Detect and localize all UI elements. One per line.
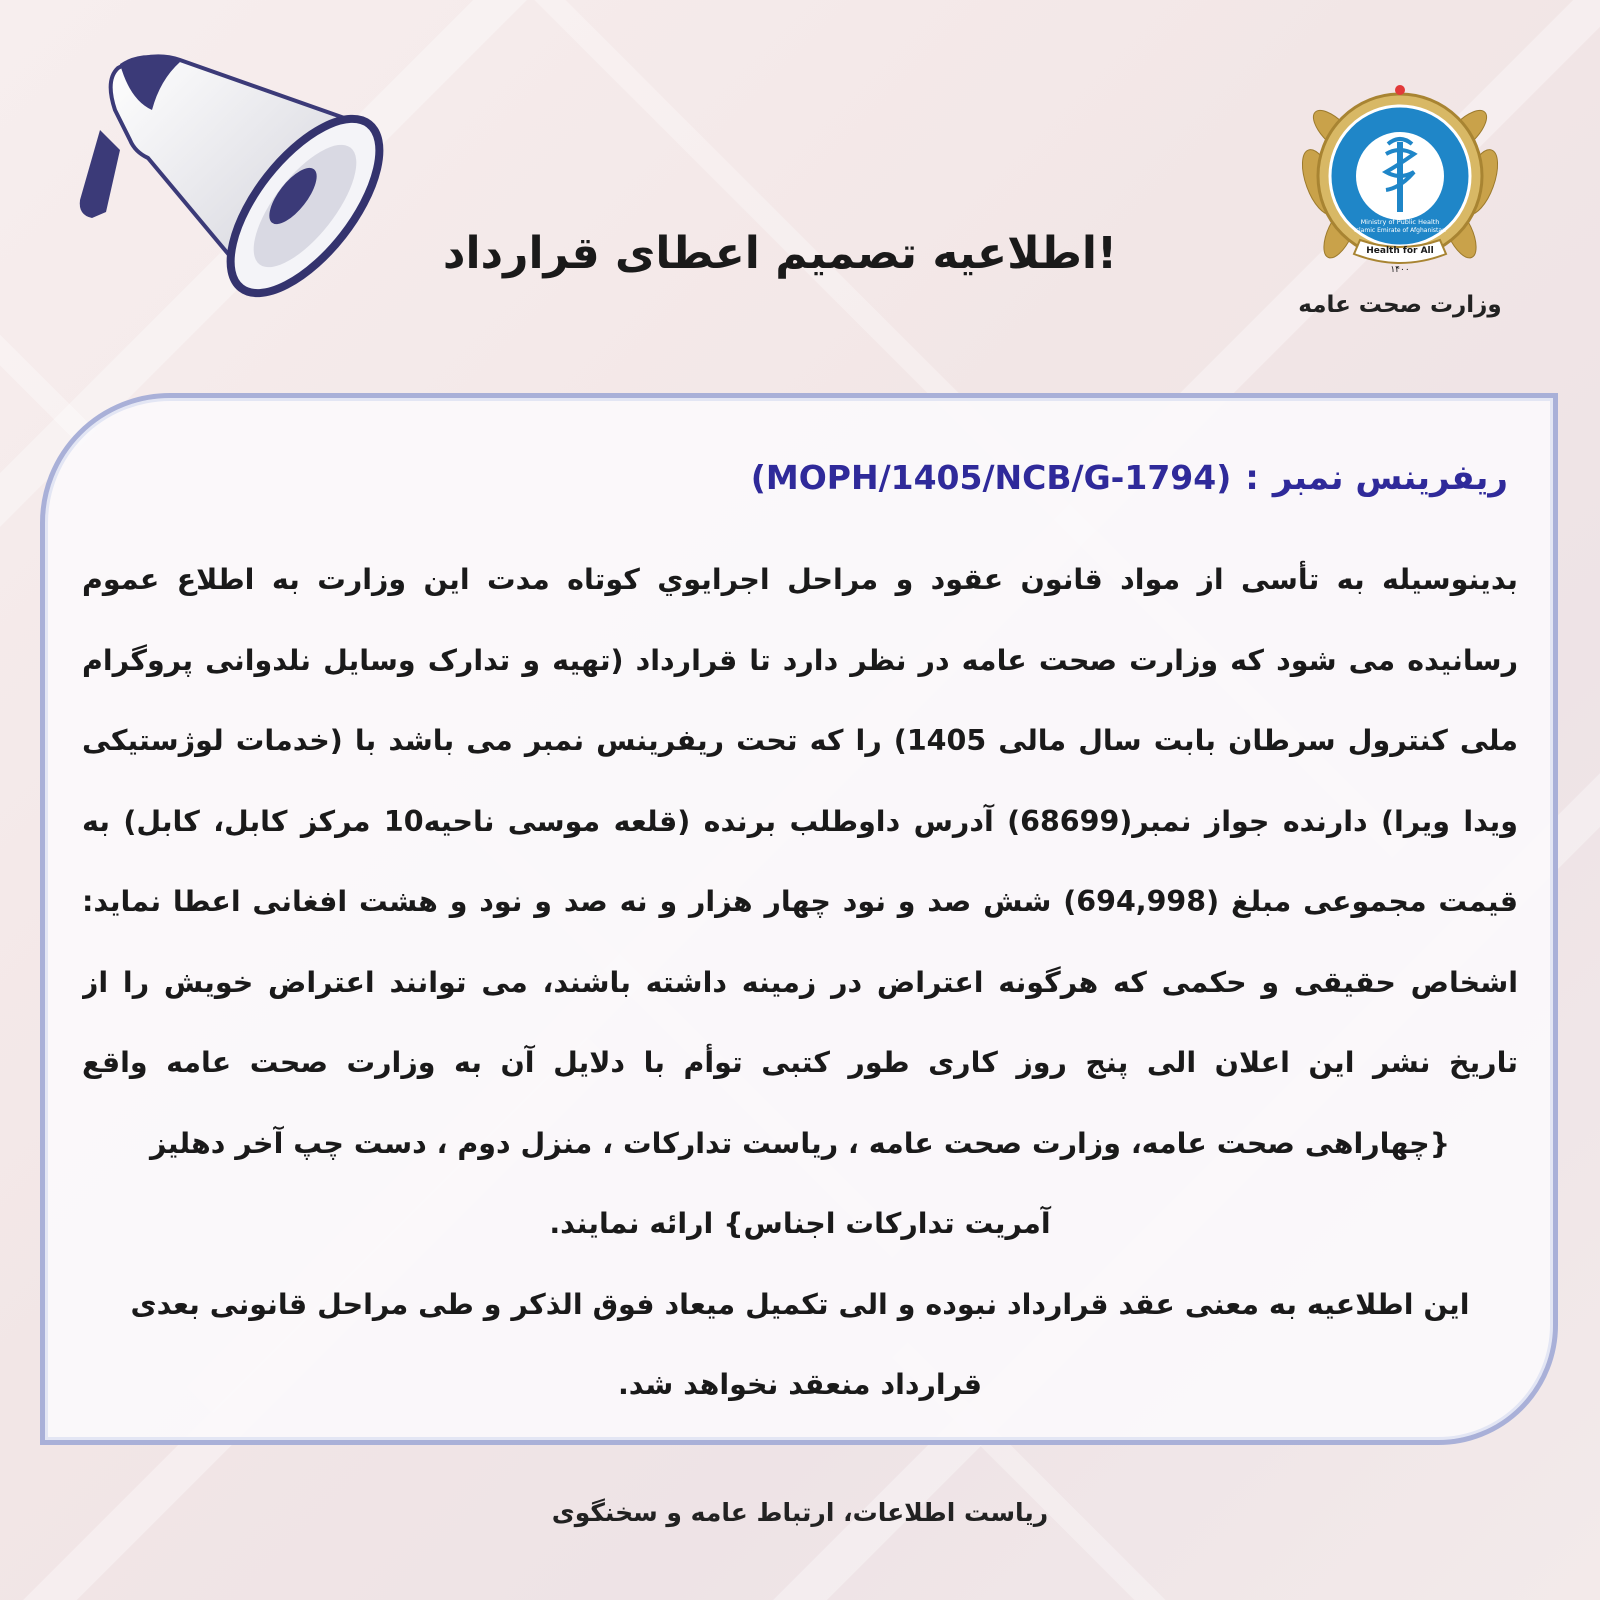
body-line: بدینوسیله به تأسی از مواد قانون عقود و مراحل اجرایوي کوتاه مدت این وزارت به اطلاع عموم [82, 563, 1518, 596]
body-line: تاریخ نشر این اعلان الی پنج روز کاری طور کتبی توأم با دلایل آن به وزارت صحت عامه واقع [82, 1046, 1518, 1079]
body-line: رسانیده می شود که وزارت صحت عامه در نظر دارد تا قرارداد (تهیه و تدارک وسایل نلدوانی پروگرام [82, 643, 1518, 677]
footer-department: ریاست اطلاعات، ارتباط عامه و سخنگوی [551, 1498, 1049, 1527]
body-line: اشخاص حقیقی و حکمی که هرگونه اعتراض در زمینه داشته باشند، می توانند اعتراض خویش را از [82, 965, 1518, 999]
body-line: ویدا ویرا) دارنده جواز نمبر(68699) آدرس داوطلب برنده (قلعه موسی ناحیه10 مرکز کابل، کابل) به [82, 804, 1518, 838]
logo-text-top: Ministry of Public Health [1360, 218, 1440, 226]
body-line: قیمت مجموعی مبلغ (694,998) شش صد و نود چهار هزار و نه صد و نود و هشت افغانی اعطا نماید: [82, 885, 1518, 918]
body-line: این اطلاعیه به معنی عقد قرارداد نبوده و الی تکمیل میعاد فوق الذکر و طی مراحل قانونی بعدی [130, 1287, 1470, 1321]
ministry-label: وزارت صحت عامه [1298, 292, 1502, 318]
announcement-body [82, 540, 1518, 1426]
reference-number [700, 458, 1508, 514]
body-line: آمریت تدارکات اجناس} ارائه نمایند. [549, 1207, 1051, 1240]
megaphone-icon [60, 40, 390, 330]
reference-value: (MOPH/1405/NCB/G-1794) [750, 458, 1232, 497]
ministry-of-public-health-emblem [1290, 72, 1510, 292]
logo-year: ۱۴۰۰ [1390, 265, 1410, 275]
reference-separator: : [1245, 458, 1259, 498]
logo-ribbon-text: Health for All [1366, 246, 1434, 256]
body-line: ملی کنترول سرطان بابت سال مالی 1405) را که تحت ریفرینس نمبر می باشد با (خدمات لوژستیکی [82, 724, 1518, 757]
logo-text-mid: Islamic Emirate of Afghanistan [1354, 227, 1446, 234]
page-title: اطلاعیه تصمیم اعطای قرارداد! [442, 228, 1118, 279]
reference-label: ریفرینس نمبر [1272, 458, 1508, 498]
body-line: {چهاراهی صحت عامه، وزارت صحت عامه ، ریاست تدارکات ، منزل دوم ، دست چپ آخر دهلیز [150, 1126, 1450, 1160]
body-line: قرارداد منعقد نخواهد شد. [617, 1368, 983, 1401]
